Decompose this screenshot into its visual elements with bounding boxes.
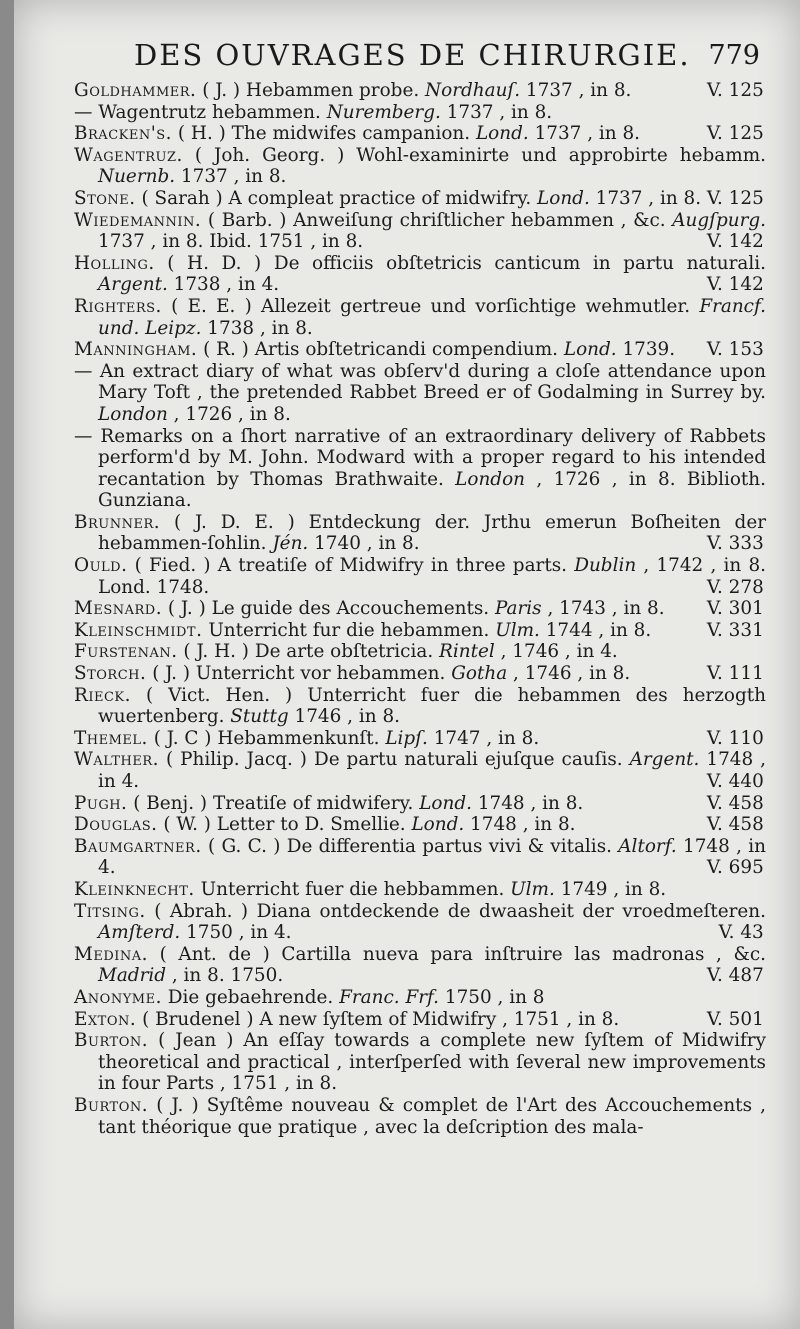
author-name: Righters. (74, 295, 162, 317)
page-number: 779 (708, 40, 760, 71)
publication-place: Augſpurg. (672, 209, 766, 231)
publication-details: , 1726 , in 8. Biblioth. Gunziana. (98, 468, 767, 512)
entry-title: ( Vict. Hen. ) Unterricht fuer die hebammen des herzogth wuertenberg. (98, 684, 766, 728)
publication-details: 1740 , in 8. (308, 533, 420, 555)
publication-details: 1749 , in 8. (554, 878, 667, 900)
volume-reference: V. 43 (718, 922, 764, 944)
volume-reference: V. 331 (706, 619, 764, 641)
bibliography-entry (74, 80, 766, 102)
volume-reference: V. 458 (706, 792, 764, 814)
publication-place: Jén. (272, 533, 309, 555)
publication-place: Rintel (439, 641, 495, 663)
entry-title: ( R. ) Artis obſtetricandi compendium. (203, 339, 564, 361)
publication-place: Lond. (419, 792, 472, 814)
volume-reference: V. 142 (706, 274, 764, 296)
volume-reference: V. 142 (706, 231, 764, 253)
publication-details: , 1746 , in 8. (507, 663, 631, 685)
publication-details: , 1742 , in 8. Lond. 1748. (98, 555, 766, 598)
author-name: Themel. (74, 727, 148, 749)
bibliography-entry (74, 426, 766, 512)
publication-details: 1744 , in 8. (539, 619, 652, 641)
publication-place: Argent. (629, 749, 700, 771)
publication-details: 1738 , in 8. (201, 317, 313, 339)
bibliography-entry (74, 685, 766, 728)
publication-place: Gotha (451, 663, 508, 685)
bibliography-entry (74, 728, 766, 750)
author-name: Rieck. (74, 684, 131, 706)
volume-reference: V. 111 (706, 663, 764, 685)
publication-place: Nuernb. (98, 166, 176, 188)
publication-place: London (455, 468, 525, 490)
bibliography-entry (74, 879, 766, 901)
author-name: Storch. (74, 663, 147, 685)
author-name: Manningham. (74, 339, 198, 361)
publication-details: 1737 , in 8. (175, 166, 287, 188)
publication-place: Paris (494, 598, 542, 620)
publication-details: in 8. (295, 1073, 338, 1095)
publication-place: Altorf. (618, 835, 677, 857)
author-name: Pugh. (74, 792, 128, 814)
entry-title: ( Joh. Georg. ) Wohl-examinirte und approbirte hebamm. (194, 144, 766, 166)
bibliography-entry (74, 512, 766, 555)
entry-title: ( E. E. ) Allezeit gertreue und vorſichtige wehmutler. (171, 295, 700, 317)
publication-details: 1746 , in 8. (288, 706, 400, 728)
entry-title: — Remarks on a ſhort narrative of an extraordinary delivery of Rabbets perform'd by M. John. Modward with a proper regard to his intended recantation by Thomas Brathwaite. (74, 425, 766, 490)
bibliography-entry (74, 793, 766, 815)
publication-details: 1748 , in 4. (98, 835, 766, 879)
bibliography-entry (74, 102, 766, 124)
entry-title: ( J. D. E. ) Entdeckung der. Jrthu emerun Boſheiten der hebammen-ſohlin. (98, 511, 766, 555)
entry-title: ( J. ) Unterricht vor hebammen. (152, 663, 452, 685)
volume-reference: V. 301 (706, 598, 764, 620)
volume-reference: V. 110 (706, 727, 764, 749)
volume-reference: V. 125 (706, 123, 764, 145)
publication-details: 1739. (616, 339, 676, 361)
entry-title: ( Ant. de ) Cartilla nueva para inſtruire las madronas , &c. (159, 943, 766, 965)
publication-place: Francf. und. Leipz. (98, 295, 766, 339)
entry-title: ( H. ) The midwifes campanion. (177, 123, 476, 145)
entry-title: ( Barb. ) Anweiſung chriſtlicher hebammen , &c. (207, 209, 673, 231)
running-title: DES OUVRAGES DE CHIRURGIE. (134, 38, 691, 72)
publication-details: 1737 , in 8. (589, 187, 702, 209)
bibliography-entry (74, 1030, 766, 1095)
author-name: Stone. (74, 187, 136, 209)
publication-details: 1750 , in 8 (439, 986, 545, 1008)
volume-reference: V. 153 (706, 339, 764, 361)
author-name: Bracken's. (74, 123, 173, 145)
entry-title: — An extract diary of what was obſerv'd during a cloſe attendance upon Mary Toft , the pretended Rabbet Breed er of Godalming in Surrey by. (74, 360, 766, 404)
volume-reference: V. 278 (706, 576, 764, 598)
publication-details: 1748 , in 8. (464, 814, 576, 836)
bibliography-list (74, 80, 766, 1138)
author-name: Exton. (74, 1008, 137, 1030)
entry-title: ( H. D. ) De officiis obſtetricis canticum in partu naturali. (167, 252, 766, 274)
bibliography-entry (74, 987, 766, 1009)
publication-place: Nordhauſ. (425, 80, 521, 101)
bibliography-entry (74, 123, 766, 145)
bibliography-entry (74, 1095, 766, 1138)
bibliography-entry (74, 641, 766, 663)
publication-place: Dublin (574, 555, 637, 577)
author-name: Goldhammer. (74, 80, 197, 101)
publication-place: Argent. (98, 274, 168, 296)
author-name: Brunner. (74, 511, 161, 533)
publication-details: 1751 , in 8. (513, 1008, 620, 1030)
author-name: Baumgartner. (74, 835, 202, 857)
bibliography-entry (74, 296, 766, 339)
entry-title: ( J. ) Hebammen probe. (202, 80, 426, 101)
bibliography-entry (74, 145, 766, 188)
volume-reference: V. 487 (706, 965, 764, 987)
entry-title: ( Benj. ) Treatiſe of midwifery. (133, 792, 420, 814)
publication-details: 1747 , in 8. (427, 727, 540, 749)
publication-place: Lond. (563, 339, 617, 361)
volume-reference: V. 333 (706, 533, 764, 555)
publication-details: 1737 , in 8. (520, 80, 632, 101)
publication-details: 1738 , in 4. (167, 274, 280, 296)
entry-title: ( Fied. ) A treatiſe of Midwifry in three parts. (134, 555, 575, 577)
author-name: Medina. (74, 943, 148, 965)
entry-title: ( Sarah ) A compleat practice of midwifry. (141, 187, 538, 209)
volume-reference: V. 458 (706, 814, 764, 836)
volume-reference: V. 695 (706, 857, 764, 879)
entry-title: ( J. C ) Hebammenkunſt. (153, 727, 386, 749)
author-name: Kleinknecht. (74, 878, 195, 900)
volume-reference: V. 125 (706, 80, 764, 101)
bibliography-entry (74, 253, 766, 296)
publication-place: Lond. (475, 123, 529, 145)
publication-place: Amſterd. (98, 922, 181, 944)
author-name: Douglas. (74, 814, 158, 836)
entry-title: ( Philip. Jacq. ) De partu naturali ejuſque cauſis. (165, 749, 630, 771)
author-name: Walther. (74, 749, 159, 771)
publication-details: , in 8. 1750. (166, 965, 284, 987)
publication-place: Stuttg (230, 706, 289, 728)
publication-details: 1737 , in 8. Ibid. 1751 , in 8. (98, 231, 364, 253)
publication-place: Ulm. (510, 878, 555, 900)
publication-place: Lond. (537, 187, 590, 209)
publication-details: 1737 , in 8. (440, 101, 553, 123)
publication-place: Franc. Frf. (339, 986, 440, 1008)
author-name: Burton. (74, 1094, 149, 1116)
bibliography-entry (74, 620, 766, 642)
entry-title: ( J. ) Syſtême nouveau & complet de l'Art des Accouchements , tant théorique que pratique , avec la deſcription des mala- (98, 1094, 766, 1138)
author-name: Wagentruz. (74, 144, 183, 166)
entry-title: Die gebaehrende. (167, 986, 340, 1008)
bibliography-entry (74, 598, 766, 620)
bibliography-entry (74, 361, 766, 426)
entry-title: Unterricht fuer die hebbammen. (200, 878, 511, 900)
author-name: Ould. (74, 555, 128, 577)
author-name: Wiedemannin. (74, 209, 202, 231)
bibliography-entry (74, 210, 766, 253)
bibliography-entry (74, 339, 766, 361)
bibliography-entry (74, 901, 766, 944)
author-name: Kleinschmidt. (74, 619, 203, 641)
bibliography-entry (74, 836, 766, 879)
publication-details: 1748 , in 4. (98, 749, 766, 792)
publication-details: 1737 , in 8. (528, 123, 641, 145)
bibliography-entry (74, 555, 766, 598)
entry-title: ( J. H. ) De arte obſtetricia. (183, 641, 440, 663)
author-name: Holling. (74, 252, 155, 274)
volume-reference: V. 440 (706, 771, 764, 792)
running-header (134, 38, 760, 78)
publication-details: , 1726 , in 8. (167, 403, 291, 425)
publication-details: 1748 , in 8. (471, 792, 584, 814)
entry-title: ( Jean ) An eſſay towards a complete new ſyſtem of Midwifry theoretical and practical , interſperſed with ſeveral new improvements in four Parts , 1751 , (98, 1030, 766, 1095)
publication-place: London (98, 403, 168, 425)
entry-title: — Wagentrutz hebammen. (74, 101, 327, 123)
entry-title: ( Abrah. ) Diana ontdeckende de dwaasheit der vroedmeſteren. (154, 900, 766, 922)
author-name: Titsing. (74, 900, 146, 922)
entry-title: ( J. ) Le guide des Accouchements. (167, 598, 495, 620)
book-page (14, 0, 800, 1329)
publication-place: Lond. (411, 814, 465, 836)
author-name: Furstenan. (74, 641, 178, 663)
author-name: Mesnard. (74, 598, 163, 620)
bibliography-entry (74, 944, 766, 987)
entry-title: Unterricht fur die hebammen. (208, 619, 496, 641)
entry-title: ( G. C. ) De differentia partus vivi & vitalis. (208, 835, 619, 857)
volume-reference: V. 125 (706, 187, 764, 209)
bibliography-entry (74, 814, 766, 836)
publication-details: 1750 , in 4. (180, 922, 292, 944)
entry-title: ( Brudenel ) A new ſyſtem of Midwifry , (142, 1008, 514, 1030)
bibliography-entry (74, 663, 766, 685)
bibliography-entry (74, 1009, 766, 1031)
author-name: Burton. (74, 1030, 149, 1052)
volume-reference: V. 501 (706, 1008, 764, 1030)
publication-details: , 1743 , in 8. (541, 598, 665, 620)
entry-title: ( W. ) Letter to D. Smellie. (163, 814, 412, 836)
publication-place: Nuremberg. (326, 101, 441, 123)
publication-place: Lipſ. (385, 727, 428, 749)
publication-place: Madrid (98, 965, 167, 987)
publication-details: , 1746 , in 4. (494, 641, 618, 663)
bibliography-entry (74, 188, 766, 210)
publication-place: Ulm. (495, 619, 540, 641)
author-name: Anonyme. (74, 986, 162, 1008)
bibliography-entry (74, 749, 766, 792)
